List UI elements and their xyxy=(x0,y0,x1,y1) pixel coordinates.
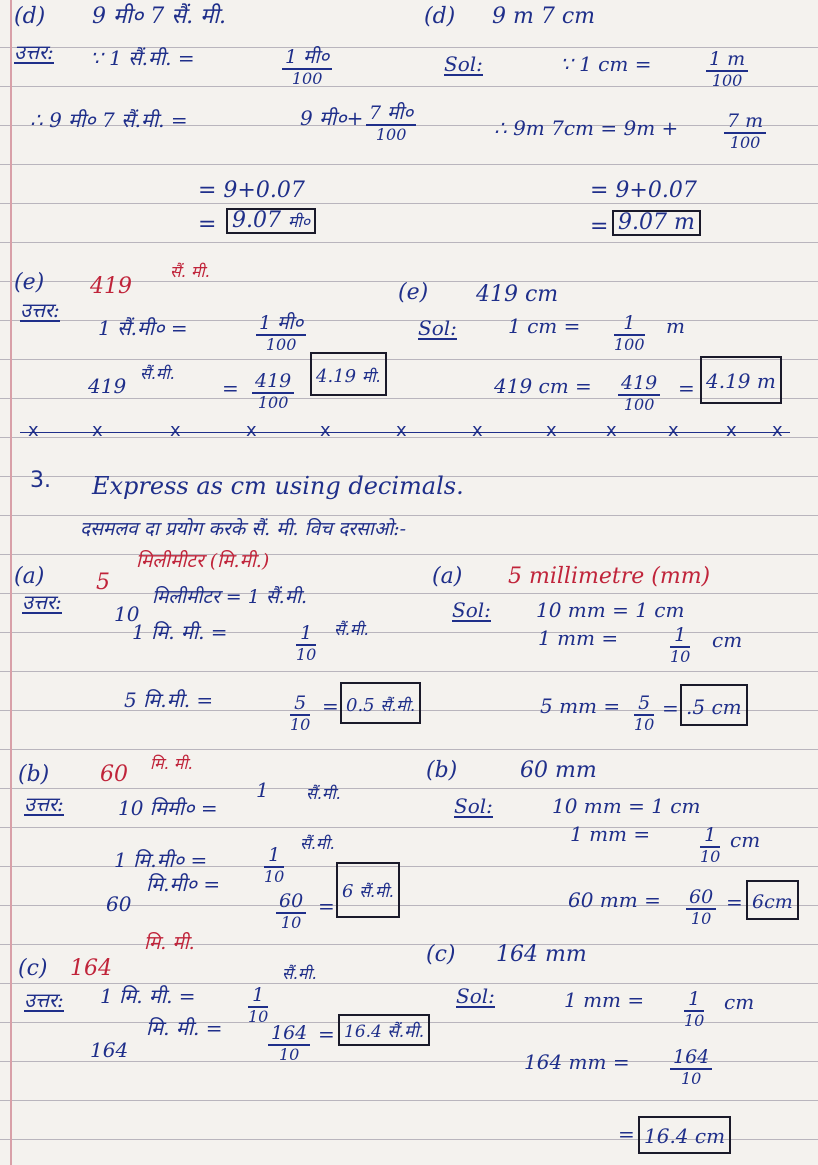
fraction-e-left-1 xyxy=(256,314,306,354)
step3-b-left: मि.मी० = xyxy=(146,872,221,896)
step2-c-left: मि. मी. = xyxy=(146,1016,223,1040)
question-b-right: 60 mm xyxy=(520,758,597,783)
fraction-num-unit: m xyxy=(745,110,764,132)
result-box-b-left xyxy=(336,862,400,918)
step1-d-left: ∵ 1 सैं.मी. = xyxy=(90,46,195,70)
fraction-num xyxy=(706,50,748,72)
result-box-d-right: 9.07 m xyxy=(612,210,701,236)
separator-mark: x xyxy=(28,420,39,441)
step2-d-left: ∴ 9 मी० 7 सैं.मी. = xyxy=(30,108,188,132)
result-unit: मी० xyxy=(287,212,311,231)
answer-label-a: उत्तर: xyxy=(22,590,62,614)
result-unit: सैं.मी. xyxy=(359,882,394,901)
step1-c-right: 1 mm = xyxy=(564,988,645,1012)
question-number: 3. xyxy=(30,468,51,493)
fraction-a-right-1 xyxy=(670,626,690,666)
fraction-d-right-1 xyxy=(706,50,748,90)
step2-eq-e-right: = xyxy=(678,376,695,400)
separator-mark: x xyxy=(92,420,103,441)
sol-label-b: Sol: xyxy=(454,794,493,818)
step1-c-left: 1 मि. मी. = xyxy=(100,984,196,1008)
fraction-num-value: 1 xyxy=(709,48,722,70)
fraction-num: 1 xyxy=(700,826,720,848)
answer-label-b: उत्तर: xyxy=(24,792,64,816)
fraction-num: 1 xyxy=(684,990,704,1012)
answer-label-e: उत्तर: xyxy=(20,298,60,322)
result-box-a-right: .5 cm xyxy=(680,684,748,726)
step2-unit-b-right: cm xyxy=(730,828,761,852)
step2-e-right: 419 cm = xyxy=(494,374,592,398)
step3-b-right: 60 mm = xyxy=(568,888,661,912)
result-box-c-right: 16.4 cm xyxy=(638,1116,731,1154)
fraction-num: 164 xyxy=(670,1048,712,1070)
fraction-b-left-1 xyxy=(264,846,284,886)
fraction-a-left-1 xyxy=(296,624,316,664)
fraction-den: 10 xyxy=(264,866,285,886)
question-unit-e-left: सैं. मी. xyxy=(170,262,210,281)
fraction-a-right-2 xyxy=(634,694,654,734)
step2-lhs-c-left: 164 xyxy=(90,1038,129,1062)
fraction-den: 100 xyxy=(729,132,761,152)
fraction-num-unit: m xyxy=(727,48,746,70)
fraction-den: 100 xyxy=(711,70,743,90)
fraction-num: 5 xyxy=(634,694,654,716)
label-c-left: (c) xyxy=(18,956,48,981)
question-d-right: 9 m 7 cm xyxy=(492,4,596,29)
fraction-den: 10 xyxy=(248,1006,269,1026)
step1-d-right: ∵ 1 cm = xyxy=(560,52,652,76)
fraction-c-left-1 xyxy=(248,986,268,1026)
separator-mark: x xyxy=(472,420,483,441)
question-a-left: 5 xyxy=(96,570,110,595)
step3-eq-a-left: = xyxy=(322,694,339,718)
fraction-den: 100 xyxy=(614,334,645,354)
step2-unit-e-left: सैं.मी. xyxy=(140,364,175,383)
step1-a-left: मिलीमीटर = 1 सैं.मी. xyxy=(152,586,308,608)
result-box-e-left xyxy=(310,352,387,396)
sol-label-e: Sol: xyxy=(418,316,457,340)
step2-c-right: 164 mm = xyxy=(524,1050,630,1074)
question-c-right: 164 mm xyxy=(496,942,587,967)
question-c-left: 164 xyxy=(70,956,112,981)
fraction-num: 1 xyxy=(670,626,690,648)
step2-a-left: 1 मि. मी. = xyxy=(132,620,228,644)
result-unit: मी. xyxy=(361,367,381,386)
step3-eq-b-left: = xyxy=(318,894,335,918)
step1-e-left: 1 सैं.मी० = xyxy=(98,316,188,340)
label-e-left: (e) xyxy=(14,270,45,295)
fraction-den: 10 xyxy=(700,846,721,866)
fraction-b-left-2 xyxy=(276,892,306,932)
step2-eq-c-left: = xyxy=(318,1022,335,1046)
fraction-num-value: 7 xyxy=(727,110,740,132)
fraction-num: 164 xyxy=(268,1024,310,1046)
fraction-b-right-1 xyxy=(700,826,720,866)
fraction-d-left-1 xyxy=(282,48,332,88)
step3-a-left: 5 मि.मी. = xyxy=(124,688,214,712)
answer-label-c: उत्तर: xyxy=(24,988,64,1012)
fraction-b-right-2 xyxy=(686,888,716,928)
step1-e-right: 1 cm = xyxy=(508,314,581,338)
fraction-den: 10 xyxy=(690,908,712,928)
fraction-num: 60 xyxy=(686,888,716,910)
step3-d-right: = 9+0.07 xyxy=(590,178,697,203)
step1-a-right: 10 mm = 1 cm xyxy=(536,598,685,622)
label-a-right: (a) xyxy=(432,564,463,589)
fraction-den: 100 xyxy=(257,392,289,412)
fraction-num: 1 xyxy=(264,846,284,868)
question-unit-b-left: मि. मी. xyxy=(150,754,193,773)
label-d-left: (d) xyxy=(14,4,46,29)
separator-mark: x xyxy=(320,420,331,441)
question-heading-punjabi: दसमलव दा प्रयोग करके सैं. मी. विच दरसाओ:- xyxy=(80,518,407,540)
result-value: 9.07 xyxy=(232,208,281,233)
fraction-num: 1 xyxy=(248,986,268,1008)
fraction-num xyxy=(724,112,766,134)
fraction-c-right-1 xyxy=(684,990,704,1030)
sol-label-c: Sol: xyxy=(456,984,495,1008)
fraction-den: 10 xyxy=(634,714,655,734)
fraction-c-right-2 xyxy=(670,1048,712,1088)
fraction-num: 7 मी० xyxy=(366,104,416,126)
step3-eq-a-right: = xyxy=(662,696,679,720)
label-b-right: (b) xyxy=(426,758,458,783)
fraction-e-right-2 xyxy=(618,374,660,414)
question-a-right: 5 millimetre (mm) xyxy=(508,564,711,589)
label-a-left: (a) xyxy=(14,564,45,589)
step1-b-left: 10 मिमी० = xyxy=(118,796,218,820)
result-value: 6 xyxy=(342,881,354,902)
fraction-num: 1 xyxy=(614,314,645,336)
step1-b-right: 10 mm = 1 cm xyxy=(552,794,701,818)
label-b-left: (b) xyxy=(18,762,50,787)
fraction-den: 10 xyxy=(296,644,317,664)
question-d-left: 9 मी० 7 सैं. मी. xyxy=(92,4,226,29)
fraction-den: 10 xyxy=(684,1010,705,1030)
separator-mark: x xyxy=(772,420,783,441)
question-unit-c-left: मि. मी. xyxy=(144,932,195,954)
result-value: 4.19 xyxy=(316,366,357,387)
fraction-e-left-2 xyxy=(252,372,294,412)
separator-mark: x xyxy=(606,420,617,441)
step1-num-b-left: 1 xyxy=(256,778,269,802)
step1-unit-c-right: cm xyxy=(724,990,755,1014)
fraction-den: 10 xyxy=(680,1068,702,1088)
step4-eq-d-right: = xyxy=(590,214,609,239)
fraction-e-right-1 xyxy=(614,314,645,354)
label-d-right: (d) xyxy=(424,4,456,29)
step3-lhs-b-left: 60 xyxy=(106,892,132,916)
separator-mark: x xyxy=(546,420,557,441)
fraction-den: 10 xyxy=(290,714,311,734)
fraction-d-right-2 xyxy=(724,112,766,152)
question-b-left: 60 xyxy=(100,762,128,787)
fraction-den: 10 xyxy=(278,1044,300,1064)
fraction-c-left-2 xyxy=(268,1024,310,1064)
label-c-right: (c) xyxy=(426,942,456,967)
step2-e-left: 419 xyxy=(88,374,127,398)
fraction-den: 100 xyxy=(623,394,655,414)
step1-e-right-unit: m xyxy=(666,314,685,338)
separator-mark: x xyxy=(396,420,407,441)
step2-d-left-mid: 9 मी०+ xyxy=(300,106,364,130)
result-box-c-left: 16.4 सैं.मी. xyxy=(338,1014,430,1046)
result-box-a-left xyxy=(340,682,421,724)
question-heading: Express as cm using decimals. xyxy=(92,472,464,500)
separator-mark: x xyxy=(668,420,679,441)
step1-unit-c-left: सैं.मी. xyxy=(282,964,317,983)
step3-a-right: 5 mm = xyxy=(540,694,621,718)
fraction-d-left-2 xyxy=(366,104,416,144)
fraction-num: 5 xyxy=(290,694,310,716)
separator-mark: x xyxy=(246,420,257,441)
step2-unit-a-right: cm xyxy=(712,628,743,652)
question-unit-a-left: मिलीमीटर (मि.मी.) xyxy=(136,550,270,572)
step2-a-right: 1 mm = xyxy=(538,626,619,650)
fraction-num: 60 xyxy=(276,892,306,914)
result-box-d-left xyxy=(226,208,316,234)
fraction-num: 1 xyxy=(296,624,316,646)
step2-b-left: 1 मि.मी० = xyxy=(114,848,208,872)
step3-eq-b-right: = xyxy=(726,890,743,914)
step2-b-right: 1 mm = xyxy=(570,822,651,846)
fraction-a-left-2 xyxy=(290,694,310,734)
result-box-e-right: 4.19 m xyxy=(700,356,782,404)
step1-a-left-lhs: 10 xyxy=(114,602,140,626)
step2-d-right: ∴ 9m 7cm = 9m + xyxy=(494,116,679,140)
step2-unit-b-left: सैं.मी. xyxy=(300,834,335,853)
fraction-den: 10 xyxy=(280,912,302,932)
fraction-num: 419 xyxy=(618,374,660,396)
fraction-den: 100 xyxy=(291,68,323,88)
fraction-num: 1 मी० xyxy=(282,48,332,70)
step3-d-left: = 9+0.07 xyxy=(198,178,305,203)
question-e-right: 419 cm xyxy=(476,282,559,307)
answer-label-d: उत्तर: xyxy=(14,40,54,64)
result-unit: सैं.मी. xyxy=(380,696,416,715)
fraction-num: 419 xyxy=(252,372,294,394)
step4-eq-d-left: = xyxy=(198,212,217,237)
step3-eq-c-right: = xyxy=(618,1122,635,1146)
margin-line xyxy=(10,0,12,1165)
sol-label-d: Sol: xyxy=(444,52,483,76)
fraction-den: 100 xyxy=(375,124,407,144)
fraction-den: 100 xyxy=(265,334,297,354)
question-e-left: 419 xyxy=(90,274,132,299)
result-box-b-right: 6cm xyxy=(746,880,799,920)
step1-unit-b-left: सैं.मी. xyxy=(306,784,341,803)
separator-mark: x xyxy=(726,420,737,441)
sol-label-a: Sol: xyxy=(452,598,491,622)
step2-eq-e-left: = xyxy=(222,376,239,400)
step2-unit-a-left: सैं.मी. xyxy=(334,620,369,639)
label-e-right: (e) xyxy=(398,280,429,305)
separator-mark: x xyxy=(170,420,181,441)
fraction-num: 1 मी० xyxy=(256,314,306,336)
fraction-den: 10 xyxy=(670,646,691,666)
result-value: 0.5 xyxy=(346,695,375,716)
